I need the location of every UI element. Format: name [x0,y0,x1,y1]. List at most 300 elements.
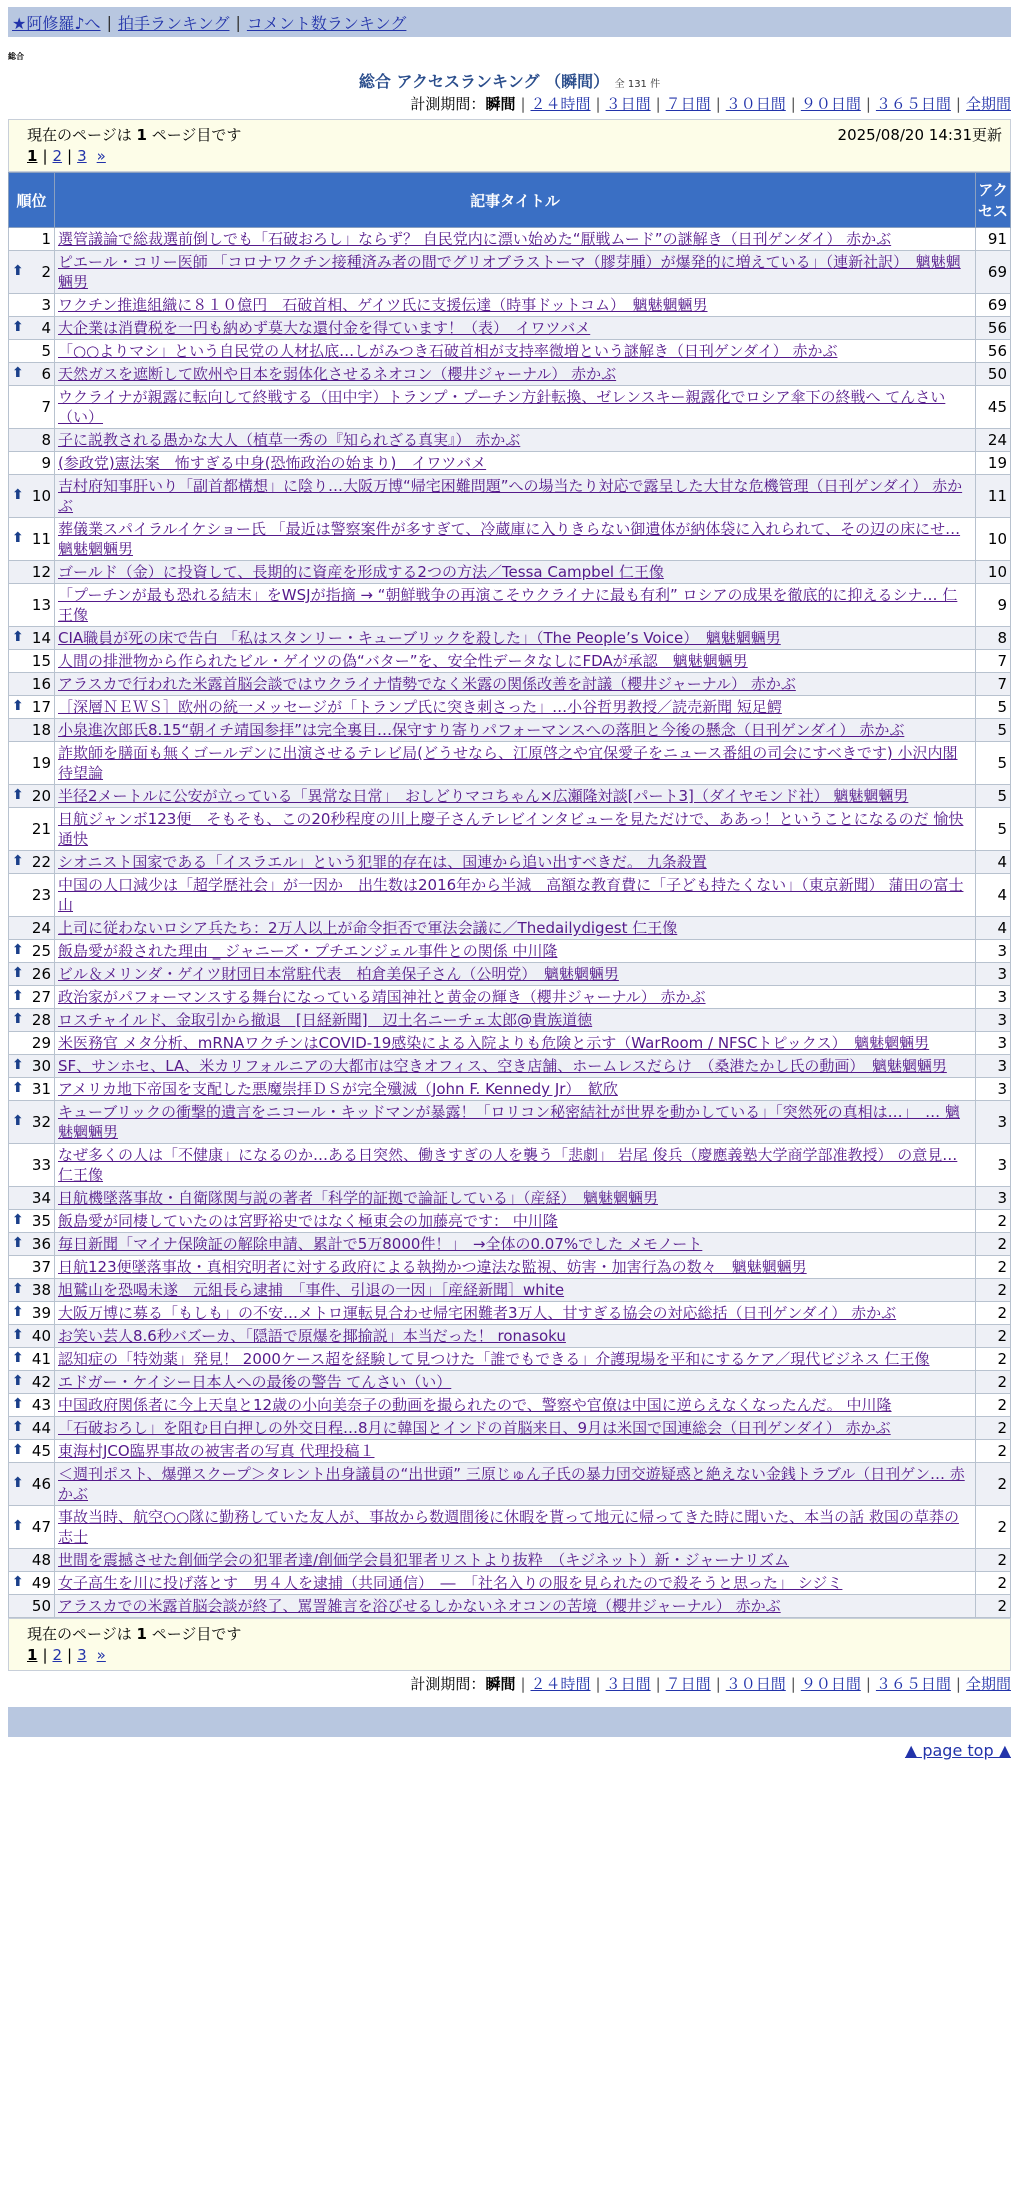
article-link[interactable]: 東海村JCO臨界事故の被害者の写真 代理投稿１ [58,1442,375,1460]
separator: | [106,12,112,32]
separator: | [655,95,661,113]
rank-number: 44 [31,1419,51,1437]
rank-up-arrow-icon: ⬆ [12,1475,24,1491]
rank-cell [9,808,55,851]
rank-cell [9,1348,55,1371]
access-count: 2 [976,1572,1011,1595]
title-cell [55,696,976,719]
article-link[interactable]: なぜ多くの人は「不健康」になるのか…ある日突然、働きすぎの人を襲う「悲劇」 岩尾 俊兵（慶應義塾大学商学部准教授） の意見… 仁王像 [58,1146,958,1184]
rank-cell [9,1394,55,1417]
rank-number: 1 [41,230,51,248]
access-count: 7 [976,673,1011,696]
title-cell [55,518,976,561]
article-link[interactable]: 事故当時、航空○○隊に勤務していた友人が、事故から数週間後に休暇を貰って地元に帰ってきた時に聞いた、本当の話 救国の草莽の志士 [58,1508,959,1546]
period-current: 瞬間 [485,1675,516,1693]
table-row [9,1506,1011,1549]
title-cell [55,1279,976,1302]
article-link[interactable]: お笑い芸人8.6秒バズーカ、「隠語で原爆を揶揄説」本当だった！ ronasoku [58,1327,566,1345]
rank-number: 22 [31,853,51,871]
access-count: 11 [976,475,1011,518]
article-link[interactable]: 日航123便墜落事故・真相究明者に対する政府による執拗かつ違法な監視、妨害・加害行為の数々 魑魅魍魎男 [58,1258,807,1276]
rank-number: 29 [31,1034,51,1052]
separator: | [235,12,241,32]
title-cell [55,1506,976,1549]
access-count: 3 [976,1187,1011,1210]
page-link-1[interactable]: 1 [27,1646,38,1664]
next-page-link[interactable]: » [96,1646,106,1664]
article-link[interactable]: 選管議論で総裁選前倒しでも「石破おろし」ならず？ 自民党内に漂い始めた“厭戦ムード”の謎解き（日刊ゲンダイ） 赤かぶ [58,230,892,248]
article-link[interactable]: 毎日新聞「マイナ保険証の解除申請、累計で5万8000件！」 →全体の0.07%でした メモノート [58,1235,703,1253]
article-link[interactable]: 世間を震撼させた創価学会の犯罪者達/創価学会員犯罪者リストより抜粋 （キジネット）新・ジャーナリズム [58,1551,790,1569]
article-link[interactable]: 人間の排泄物から作られたビル・ゲイツの偽“バター”を、安全性データなしにFDAが承認 魑魅魍魎男 [58,652,748,670]
rank-up-arrow-icon: ⬆ [12,1011,24,1027]
table-row [9,851,1011,874]
article-link[interactable]: 葬儀業スパイラルイケショー氏 「最近は警察案件が多すぎて、冷蔵庫に入りきらない御遺体が納体袋に入れられて、その辺の床にせ… 魑魅魍魎男 [58,520,961,558]
title-cell [55,1233,976,1256]
rank-cell [9,1032,55,1055]
access-count: 4 [976,851,1011,874]
access-count: 2 [976,1256,1011,1279]
article-link[interactable]: 認知症の「特効薬」発見！ 2000ケース超を経験して見つけた「誰でもできる」介護現場を平和にするケア／現代ビジネス 仁王像 [58,1350,930,1368]
table-row [9,1549,1011,1572]
separator: | [42,1646,48,1664]
title-cell [55,742,976,785]
rank-number: 20 [31,787,51,805]
rank-up-arrow-icon: ⬆ [12,1373,24,1389]
separator: | [520,1675,526,1693]
separator: | [865,95,871,113]
rank-number: 9 [41,454,51,472]
article-link[interactable]: 旭鷲山を恐喝未遂 元組長ら逮捕 「事件、引退の一因」［産経新聞］white [58,1281,565,1299]
article-link[interactable]: 吉村府知事肝いり「副首都構想」に陰り…大阪万博“帰宅困難問題”への場当たり対応で露呈した大甘な危機管理（日刊ゲンダイ） 赤かぶ [58,477,963,515]
title-cell [55,1348,976,1371]
access-count: 56 [976,340,1011,363]
table-row [9,1032,1011,1055]
access-count: 3 [976,1009,1011,1032]
page-top-link[interactable]: ▲ page top ▲ [904,1741,1011,1760]
title-cell [55,785,976,808]
title-cell [55,1055,976,1078]
title-cell [55,650,976,673]
article-link[interactable]: 大阪万博に募る「もしも」の不安…メトロ運転見合わせ帰宅困難者3万人、甘すぎる協会の対応総括（日刊ゲンダイ） 赤かぶ [58,1304,897,1322]
period-link-4[interactable]: ９０日間 [800,95,861,113]
rank-cell [9,1144,55,1187]
title-cell [55,1549,976,1572]
next-page-link[interactable]: » [96,147,106,165]
separator: | [595,95,601,113]
article-link[interactable]: ゴールド（金）に投資して、長期的に資産を形成する2つの方法／Tessa Campbel 仁王像 [58,563,664,581]
article-link[interactable]: 日航ジャンボ123便 そもそも、この20秒程度の川上慶子さんテレビインタビューを見ただけで、ああっ！ということになるのだ 愉快通快 [58,810,964,848]
page-link-2[interactable]: 2 [52,147,63,165]
period-link-3[interactable]: ３０日間 [725,95,786,113]
rank-up-arrow-icon: ⬆ [12,988,24,1004]
table-row [9,1210,1011,1233]
access-count: 7 [976,650,1011,673]
rank-cell [9,518,55,561]
table-row [9,1009,1011,1032]
table-row [9,742,1011,785]
period-link-4[interactable]: ９０日間 [800,1675,861,1693]
article-link[interactable]: 「プーチンが最も恐れる結末」をWSJが指摘 → “朝鮮戦争の再演こそウクライナに最も有利” ロシアの成果を徹底的に抑えるシナ… 仁王像 [58,586,958,624]
access-count: 2 [976,1348,1011,1371]
header-title: 記事タイトル [55,173,976,228]
table-row [9,808,1011,851]
period-link-1[interactable]: ３日間 [605,1675,651,1693]
link-asyura-home[interactable]: ★阿修羅♪へ [12,13,101,33]
table-row [9,340,1011,363]
access-count: 2 [976,1302,1011,1325]
rank-number: 2 [41,263,51,281]
rank-number: 32 [31,1113,51,1131]
article-link[interactable]: (参政党)憲法案 怖すぎる中身(恐怖政治の始まり) イワツバメ [58,454,487,472]
table-row [9,1417,1011,1440]
table-row [9,1233,1011,1256]
table-row [9,561,1011,584]
rank-number: 14 [31,629,51,647]
article-link[interactable]: ［深層ＮＥＷＳ］欧州の統一メッセージが「トランプ氏に突き刺さった」…小谷哲男教授／読売新聞 短足鰐 [58,698,782,716]
rank-cell [9,1595,55,1618]
header-access: アクセス [976,173,1011,228]
access-count: 50 [976,363,1011,386]
title-cell [55,340,976,363]
access-count: 5 [976,719,1011,742]
separator: | [520,95,526,113]
rank-cell [9,1187,55,1210]
article-link[interactable]: 「石破おろし」を阻む目白押しの外交日程…8月に韓国とインドの首脳来日、9月は米国で国連総会（日刊ゲンダイ） 赤かぶ [58,1419,891,1437]
rank-up-arrow-icon: ⬆ [12,487,24,503]
period-label: 計測期間： [410,1675,486,1693]
rank-cell [9,363,55,386]
rank-up-arrow-icon: ⬆ [12,319,24,335]
period-link-3[interactable]: ３０日間 [725,1675,786,1693]
article-link[interactable]: 日航機墜落事故・自衛隊関与説の著者「科学的証拠で論証している」（産経） 魑魅魍魎男 [58,1189,659,1207]
rank-number: 39 [31,1304,51,1322]
article-link[interactable]: シオニスト国家である「イスラエル」という犯罪的存在は、国連から追い出すべきだ。 九条殺置 [58,853,707,871]
article-link[interactable]: アラスカで行われた米露首脳会談ではウクライナ情勢でなく米露の関係改善を討議（櫻井ジャーナル） 赤かぶ [58,675,796,693]
period-link-0[interactable]: ２４時間 [530,95,591,113]
current-page-number: 1 [136,126,147,144]
rank-number: 25 [31,942,51,960]
table-row [9,719,1011,742]
title-cell [55,719,976,742]
table-row [9,1394,1011,1417]
table-row [9,1572,1011,1595]
article-link[interactable]: 政治家がパフォーマンスする舞台になっている靖国神社と黄金の輝き（櫻井ジャーナル） 赤かぶ [58,988,706,1006]
access-count: 10 [976,561,1011,584]
access-count: 3 [976,963,1011,986]
page-title: 総合 アクセスランキング （瞬間） [358,72,610,91]
article-link[interactable]: アメリカ地下帝国を支配した悪魔崇拝ＤＳが完全殲滅（John F. Kennedy Jr） 歓欣 [58,1080,618,1098]
rank-cell [9,627,55,650]
article-link[interactable]: 子に説教される愚かな大人（植草一秀の『知られざる真実』） 赤かぶ [58,431,521,449]
rank-number: 42 [31,1373,51,1391]
access-count: 24 [976,429,1011,452]
title-cell [55,1463,976,1506]
table-row [9,294,1011,317]
page-link-2[interactable]: 2 [52,1646,63,1664]
period-link-5[interactable]: ３６５日間 [875,1675,951,1693]
separator: | [715,95,721,113]
title-cell [55,1210,976,1233]
rank-number: 41 [31,1350,51,1368]
article-link[interactable]: ワクチン推進組織に８１０億円 石破首相、ゲイツ氏に支援伝達（時事ドットコム） 魑魅魍魎男 [58,296,708,314]
rank-number: 3 [41,296,51,314]
rank-cell [9,1417,55,1440]
access-count: 45 [976,386,1011,429]
table-row [9,1348,1011,1371]
access-count: 2 [976,1506,1011,1549]
title-cell [55,874,976,917]
rank-number: 30 [31,1057,51,1075]
title-cell [55,251,976,294]
article-link[interactable]: ロスチャイルド、金取引から撤退 [日経新聞] 辺土名ニーチェ太郎@貴族道徳 [58,1011,593,1029]
article-link[interactable]: 天然ガスを遮断して欧州や日本を弱体化させるネオコン（櫻井ジャーナル） 赤かぶ [58,365,617,383]
rank-number: 45 [31,1442,51,1460]
rank-number: 36 [31,1235,51,1253]
article-link[interactable]: 飯島愛が同棲していたのは宮野裕史ではなく極東会の加藤亮です： 中川隆 [58,1212,558,1230]
article-link[interactable]: 女子高生を川に投げ落とす 男４人を逮捕（共同通信） ― 「社名入りの服を見られたので殺そうと思った」 シジミ [58,1574,843,1592]
table-row [9,1078,1011,1101]
article-link[interactable]: CIA職員が死の床で告白 「私はスタンリー・キューブリックを殺した」（The People’s Voice） 魑魅魍魎男 [58,629,781,647]
rank-up-arrow-icon: ⬆ [12,263,24,279]
article-link[interactable]: 半径2メートルに公安が立っている「異常な日常」 おしどりマコちゃん×広瀬隆対談[パート3]（ダイヤモンド社） 魑魅魍魎男 [58,787,909,805]
rank-cell [9,650,55,673]
ranking-table [8,172,1011,1618]
article-link[interactable]: 大企業は消費税を一円も納めず莫大な還付金を得ています！（表） イワツバメ [58,319,591,337]
article-link[interactable]: ピエール・コリー医師 「コロナワクチン接種済み者の間でグリオブラストーマ（膠芽腫）が爆発的に増えている」（連新社訳） 魑魅魍魎男 [58,253,961,291]
rank-number: 8 [41,431,51,449]
article-link[interactable]: 上司に従わないロシア兵たち：2万人以上が命令拒否で軍法会議に／Thedailydigest 仁王像 [58,919,678,937]
access-count: 2 [976,1210,1011,1233]
title-cell [55,1187,976,1210]
rank-number: 33 [31,1156,51,1174]
table-row [9,917,1011,940]
title-cell [55,808,976,851]
page-links [27,1646,1002,1664]
period-link-1[interactable]: ３日間 [605,95,651,113]
rank-up-arrow-icon: ⬆ [12,1327,24,1343]
updated-timestamp: 2025/08/20 14:31更新 [837,126,1002,144]
access-count: 8 [976,627,1011,650]
article-link[interactable]: 「○○よりマシ」という自民党の人材払底…しがみつき石破首相が支持率微増という謎解き（日刊ゲンダイ） 赤かぶ [58,342,838,360]
article-link[interactable]: エドガー・ケイシー日本人への最後の警告 てんさい（い） [58,1373,452,1391]
article-link[interactable]: ビル＆メリンダ・ゲイツ財団日本常駐代表 柏倉美保子さん（公明党） 魑魅魍魎男 [58,965,619,983]
title-cell [55,627,976,650]
rank-number: 37 [31,1258,51,1276]
access-count: 2 [976,1463,1011,1506]
rank-number: 28 [31,1011,51,1029]
access-count: 3 [976,1032,1011,1055]
period-current: 瞬間 [485,95,516,113]
access-count: 2 [976,1279,1011,1302]
rank-number: 6 [41,365,51,383]
period-link-6[interactable]: 全期間 [965,95,1011,113]
table-row [9,251,1011,294]
period-link-0[interactable]: ２４時間 [530,1675,591,1693]
rank-cell [9,1055,55,1078]
rank-cell [9,294,55,317]
rank-number: 4 [41,319,51,337]
rank-number: 43 [31,1396,51,1414]
access-count: 2 [976,1233,1011,1256]
rank-up-arrow-icon: ⬆ [12,853,24,869]
rank-number: 23 [31,886,51,904]
rank-number: 15 [31,652,51,670]
access-count: 9 [976,584,1011,627]
current-page-number: 1 [136,1625,147,1643]
item-count: 全 131 件 [614,79,661,90]
rank-number: 7 [41,398,51,416]
table-row [9,1302,1011,1325]
title-cell [55,561,976,584]
table-row [9,1256,1011,1279]
rank-cell [9,228,55,251]
separator: | [955,95,961,113]
title-cell [55,1440,976,1463]
title-cell [55,1078,976,1101]
article-link[interactable]: ＜週刊ポスト、爆弾スクープ＞タレント出身議員の“出世頭” 三原じゅん子氏の暴力団交遊疑惑と絶えない金銭トラブル（日刊ゲン… 赤かぶ [58,1465,965,1503]
rank-cell [9,1572,55,1595]
rank-number: 12 [31,563,51,581]
table-row [9,317,1011,340]
access-count: 2 [976,1371,1011,1394]
title-cell [55,228,976,251]
title-cell [55,917,976,940]
rank-number: 17 [31,698,51,716]
access-count: 10 [976,518,1011,561]
access-count: 3 [976,1055,1011,1078]
title-cell [55,1009,976,1032]
table-row [9,452,1011,475]
table-row [9,1325,1011,1348]
link-comment-ranking[interactable]: コメント数ランキング [246,13,407,33]
rank-up-arrow-icon: ⬆ [12,1113,24,1129]
current-page-suffix: ページ目です [146,1625,242,1643]
access-count: 2 [976,1394,1011,1417]
article-link[interactable]: アラスカでの米露首脳会談が終了、罵詈雑言を浴びせるしかないネオコンの苦境（櫻井ジャーナル） 赤かぶ [58,1597,781,1615]
title-cell [55,851,976,874]
rank-up-arrow-icon: ⬆ [12,1442,24,1458]
table-row [9,696,1011,719]
rank-up-arrow-icon: ⬆ [12,965,24,981]
article-link[interactable]: 中国の人口減少は「超学歴社会」が一因か 出生数は2016年から半減 高額な教育費に「子ども持たくない」（東京新聞） 蒲田の富士山 [58,876,964,914]
table-row [9,1101,1011,1144]
title-cell [55,1256,976,1279]
rank-number: 19 [31,754,51,772]
table-row [9,650,1011,673]
rank-cell [9,429,55,452]
rank-cell [9,673,55,696]
rank-cell [9,742,55,785]
rank-cell [9,452,55,475]
rank-up-arrow-icon: ⬆ [12,1518,24,1534]
article-link[interactable]: 飯島愛が殺された理由 _ ジャニーズ・プチエンジェル事件との関係 中川隆 [58,942,558,960]
rank-cell [9,1506,55,1549]
rank-cell [9,1233,55,1256]
title-cell [55,429,976,452]
access-count: 69 [976,294,1011,317]
rank-cell [9,475,55,518]
current-page-prefix: 現在のページは [27,126,137,144]
table-row [9,986,1011,1009]
period-link-2[interactable]: ７日間 [665,95,711,113]
rank-number: 10 [31,487,51,505]
title-cell [55,673,976,696]
page-link-3[interactable]: 3 [77,147,87,165]
table-row [9,940,1011,963]
rank-up-arrow-icon: ⬆ [12,1080,24,1096]
rank-up-arrow-icon: ⬆ [12,530,24,546]
article-link[interactable]: 米医務官 メタ分析、mRNAワクチンはCOVID-19感染による入院よりも危険と示す（WarRoom / NFSCトピックス） 魑魅魍魎男 [58,1034,930,1052]
bottom-bar [8,1707,1011,1737]
period-link-2[interactable]: ７日間 [665,1675,711,1693]
separator: | [790,95,796,113]
table-row [9,1595,1011,1618]
page-link-1[interactable]: 1 [27,147,38,165]
period-link-6[interactable]: 全期間 [965,1675,1011,1693]
access-count: 2 [976,1325,1011,1348]
rank-cell [9,851,55,874]
rank-cell [9,1463,55,1506]
table-row [9,363,1011,386]
table-row [9,386,1011,429]
rank-up-arrow-icon: ⬆ [12,1350,24,1366]
rank-up-arrow-icon: ⬆ [12,787,24,803]
rank-number: 13 [31,596,51,614]
rank-cell [9,561,55,584]
access-count: 3 [976,940,1011,963]
current-page-suffix: ページ目です [146,126,242,144]
separator: | [715,1675,721,1693]
rank-cell [9,940,55,963]
separator: | [67,1646,73,1664]
rank-up-arrow-icon: ⬆ [12,1304,24,1320]
access-count: 5 [976,808,1011,851]
page-title-row [0,69,1019,91]
article-link[interactable]: キューブリックの衝撃的遺言をニコール・キッドマンが暴露！「ロリコン秘密結社が世界を動かしている」「突然死の真相は…」 … 魑魅魍魎男 [58,1103,960,1141]
page-link-3[interactable]: 3 [77,1646,87,1664]
rank-cell [9,917,55,940]
rank-cell [9,1371,55,1394]
title-cell [55,475,976,518]
article-link[interactable]: ウクライナが親露に転向して終戦する（田中宇）トランプ・プーチン方針転換、ゼレンスキー親露化でロシア傘下の終戦へ てんさい（い） [58,388,946,426]
rank-cell [9,1325,55,1348]
access-count: 2 [976,1595,1011,1618]
title-cell [55,1101,976,1144]
link-applause-ranking[interactable]: 拍手ランキング [117,13,230,33]
title-cell [55,1371,976,1394]
table-row [9,228,1011,251]
pagination-box [8,119,1011,172]
period-link-5[interactable]: ３６５日間 [875,95,951,113]
rank-number: 47 [31,1518,51,1536]
rank-cell [9,785,55,808]
rank-number: 5 [41,342,51,360]
article-link[interactable]: 中国政府関係者に今上天皇と12歳の小向美奈子の動画を撮られたので、警察や官僚は中国に逆らえなくなったんだ。 中川隆 [58,1396,892,1414]
rank-up-arrow-icon: ⬆ [12,1212,24,1228]
category-label: 総合 [8,52,24,61]
table-row [9,584,1011,627]
table-row [9,518,1011,561]
rank-cell [9,874,55,917]
rank-up-arrow-icon: ⬆ [12,942,24,958]
rank-number: 24 [31,919,51,937]
article-link[interactable]: SF、サンホセ、LA、米カリフォルニアの大都市は空きオフィス、空き店舗、ホームレスだらけ （桑港たかし氏の動画） 魑魅魍魎男 [58,1057,947,1075]
rank-cell [9,1078,55,1101]
article-link[interactable]: 小泉進次郎氏8.15“朝イチ靖国参拝”は完全裏目…保守すり寄りパフォーマンスへの落胆と今後の懸念（日刊ゲンダイ） 赤かぶ [58,721,905,739]
rank-up-arrow-icon: ⬆ [12,1057,24,1073]
article-link[interactable]: 詐欺師を膳面も無くゴールデンに出演させるテレビ局(どうせなら、江原啓之や宜保愛子をニュース番組の司会にすべきです) 小沢内閣待望論 [58,744,958,782]
